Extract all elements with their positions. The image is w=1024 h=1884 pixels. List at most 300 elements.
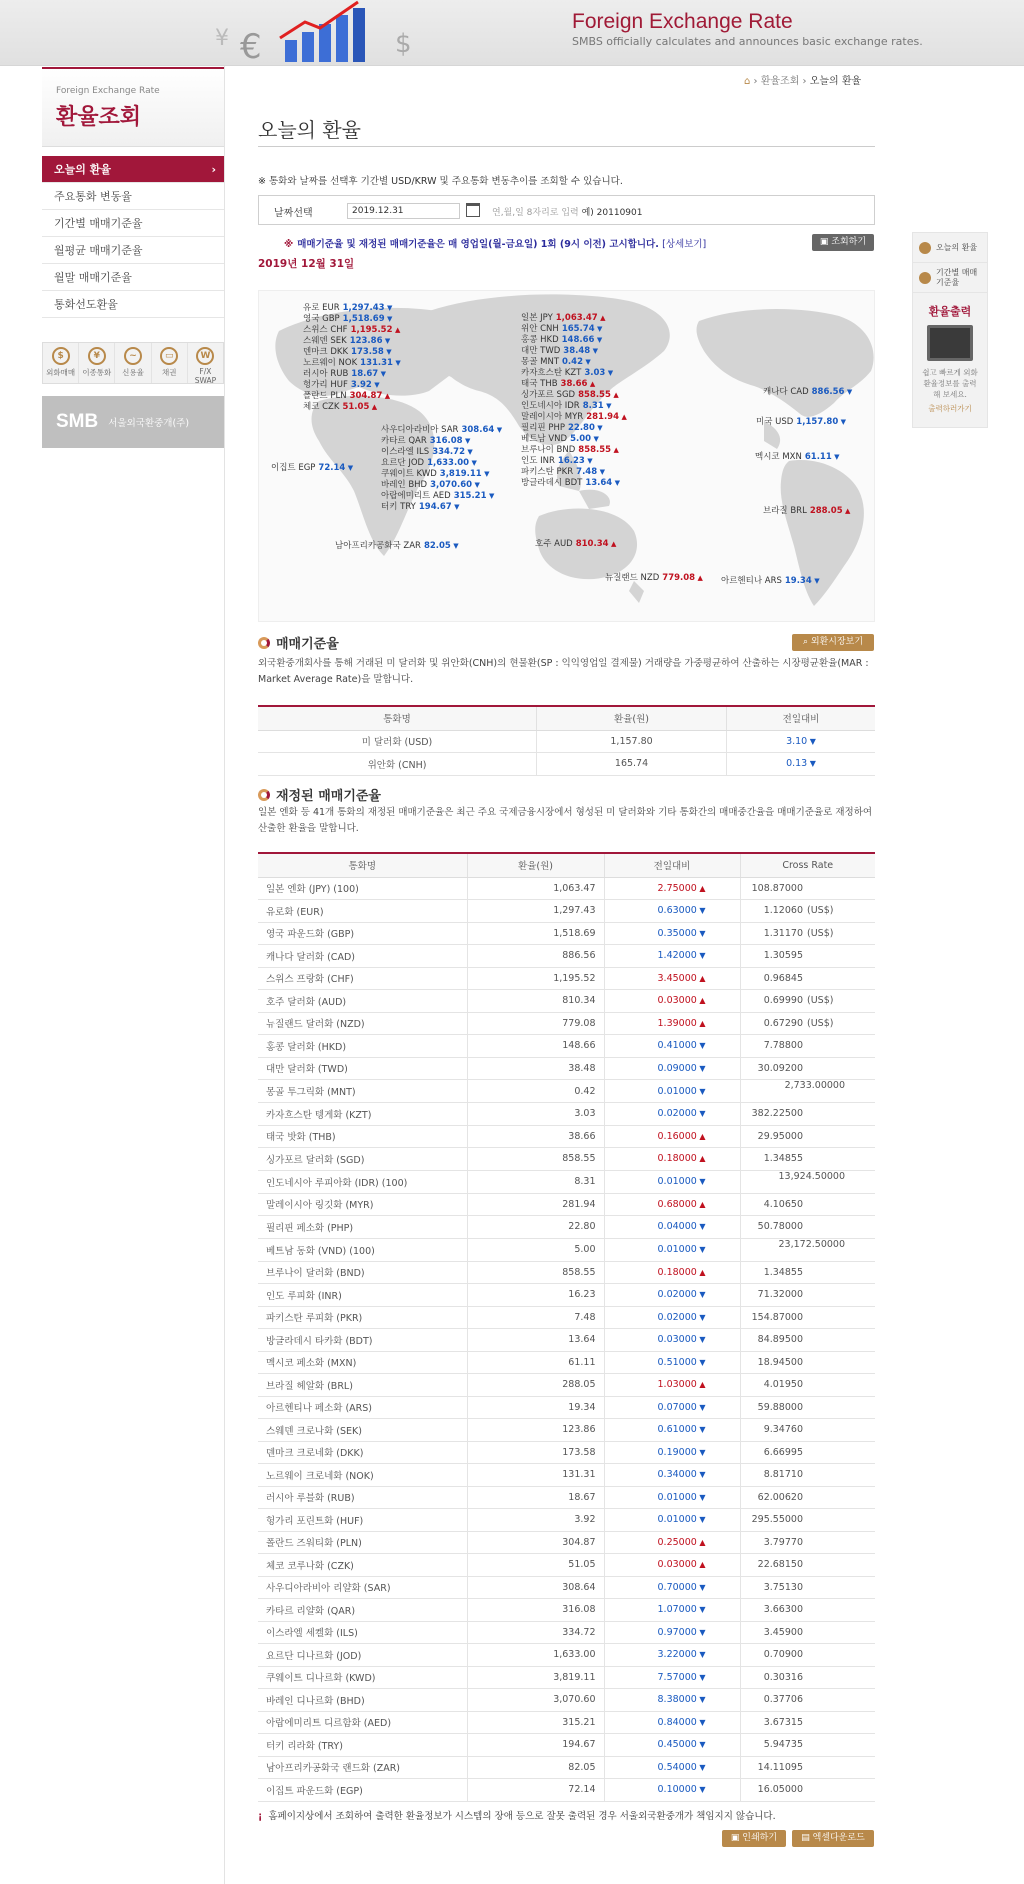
cross-rate-value: 7.78800 <box>740 1035 875 1058</box>
table-row <box>258 1374 875 1397</box>
currency-name: 멕시코 페소화 (MXN) <box>258 1351 467 1374</box>
rate-value: 165.74 <box>537 753 727 776</box>
quick-links <box>42 342 224 384</box>
cross-rate-value: 0.30316 <box>740 1666 875 1689</box>
base-rate-table-wrap <box>258 705 875 776</box>
cross-rate-value: 108.87000 <box>740 877 875 900</box>
home-icon[interactable]: ⌂ <box>744 76 751 87</box>
currency-name: 아랍에미리트 디르함화 (AED) <box>258 1711 467 1734</box>
change-value: 0.13 ▼ <box>727 753 875 776</box>
table-row <box>258 1284 875 1307</box>
col-rate: 환율(원) <box>537 706 727 730</box>
rate-date: 2019년 12월 31일 <box>258 258 355 270</box>
ring-icon <box>258 789 270 801</box>
rate-value: 1,063.47 <box>467 877 604 900</box>
cross-rate-table <box>258 852 875 1802</box>
table-row <box>258 1148 875 1171</box>
change-value: 0.18000 ▲ <box>604 1148 740 1171</box>
fx-market-button[interactable]: ⌕ 외환시장보기 <box>792 634 874 651</box>
table-row <box>258 1779 875 1802</box>
rate-value: 858.55 <box>467 1261 604 1284</box>
change-value: 0.19000 ▼ <box>604 1441 740 1464</box>
rate-value: 3.92 <box>467 1509 604 1532</box>
map-marker[interactable]: 미국 USD 1,157.80 ▼ <box>756 417 846 428</box>
search-icon: ⌕ <box>802 637 811 647</box>
rate-value: 16.23 <box>467 1284 604 1307</box>
cross-rate-value: 13,924.50000 <box>740 1170 875 1193</box>
rate-value: 18.67 <box>467 1486 604 1509</box>
map-marker[interactable]: 태국 THB 38.66 ▲ <box>521 379 595 390</box>
detail-link[interactable]: [상세보기] <box>662 239 707 250</box>
change-value: 0.01000 ▼ <box>604 1486 740 1509</box>
currency-name: 위안화 (CNH) <box>258 753 537 776</box>
rate-value: 38.66 <box>467 1125 604 1148</box>
sidebar-item-forward[interactable]: 통화선도환율 <box>42 291 224 318</box>
map-marker[interactable]: 폴란드 PLN 304.87 ▲ <box>303 391 390 402</box>
currency-name: 파키스탄 루피화 (PKR) <box>258 1306 467 1329</box>
quick-fx-trade[interactable]: $ 외화매매 <box>43 343 79 383</box>
currency-name: 이집트 파운드화 (EGP) <box>258 1779 467 1802</box>
breadcrumb: ⌂ › 환율조회 › 오늘의 환율 <box>744 76 862 87</box>
currency-name: 폴란드 즈워티화 (PLN) <box>258 1531 467 1554</box>
currency-name: 바레인 디나르화 (BHD) <box>258 1689 467 1712</box>
change-value: 1.39000 ▲ <box>604 1012 740 1035</box>
chart-icon: ~ <box>124 347 142 365</box>
currency-name: 대만 달러화 (TWD) <box>258 1057 467 1080</box>
cross-rate-value: 1.12060 (US$) <box>740 900 875 923</box>
currency-name: 베트남 동화 (VND) (100) <box>258 1238 467 1261</box>
cross-rate-value: 0.67290 (US$) <box>740 1012 875 1035</box>
sidebar-item-today-rate[interactable]: 오늘의 환율 › <box>42 156 224 183</box>
header-banner <box>0 0 1024 66</box>
change-value: 0.01000 ▼ <box>604 1080 740 1103</box>
map-marker[interactable]: 영국 GBP 1,518.69 ▼ <box>303 314 392 325</box>
cross-rate-value: 5.94735 <box>740 1734 875 1757</box>
currency-name: 말레이시아 링깃화 (MYR) <box>258 1193 467 1216</box>
rate-value: 281.94 <box>467 1193 604 1216</box>
change-value: 0.61000 ▼ <box>604 1419 740 1442</box>
right-quick-panel <box>912 232 988 428</box>
map-marker[interactable]: 카타르 QAR 316.08 ▼ <box>381 436 470 447</box>
rate-value: 38.48 <box>467 1057 604 1080</box>
map-marker[interactable]: 바레인 BHD 3,070.60 ▼ <box>381 480 480 491</box>
map-marker[interactable]: 카자흐스탄 KZT 3.03 ▼ <box>521 368 613 379</box>
cross-rate-value: 71.32000 <box>740 1284 875 1307</box>
table-row <box>258 1035 875 1058</box>
breadcrumb-item[interactable]: 환율조회 <box>760 76 800 87</box>
date-select-box <box>258 195 875 225</box>
change-value: 0.02000 ▼ <box>604 1103 740 1126</box>
rate-value: 131.31 <box>467 1464 604 1487</box>
map-marker[interactable]: 스웨덴 SEK 123.86 ▼ <box>303 336 390 347</box>
change-value: 0.02000 ▼ <box>604 1284 740 1307</box>
cross-rate-value: 9.34760 <box>740 1419 875 1442</box>
rate-value: 308.64 <box>467 1576 604 1599</box>
cross-rate-value: 1.34855 <box>740 1261 875 1284</box>
change-value: 0.03000 ▲ <box>604 1554 740 1577</box>
cross-rate-value: 62.00620 <box>740 1486 875 1509</box>
date-hint: 연,월,일 8자리로 입력 예) 20110901 <box>492 208 643 218</box>
map-marker[interactable]: 아랍에미리트 AED 315.21 ▼ <box>381 491 494 502</box>
map-marker[interactable]: 요르단 JOD 1,633.00 ▼ <box>381 458 477 469</box>
table-row <box>258 1576 875 1599</box>
base-rate-desc: 외국환중개회사를 통해 거래된 미 달러화 및 위안화(CNH)의 현물환(SP : 익익영업일 결제물) 거래량을 가중평균하여 산출하는 시장평균환율(MAR : Market Average Rate)을 말합니다. <box>258 658 869 685</box>
cross-rate-value: 2,733.00000 <box>740 1080 875 1103</box>
map-marker[interactable]: 일본 JPY 1,063.47 ▲ <box>521 313 606 324</box>
map-marker[interactable]: 아르헨티나 ARS 19.34 ▼ <box>721 576 820 587</box>
map-marker[interactable]: 덴마크 DKK 173.58 ▼ <box>303 347 392 358</box>
table-row <box>258 922 875 945</box>
change-value: 0.84000 ▼ <box>604 1711 740 1734</box>
rate-value: 1,633.00 <box>467 1644 604 1667</box>
date-label: 날짜선택 <box>274 208 313 219</box>
rate-value: 173.58 <box>467 1441 604 1464</box>
currency-name: 카자흐스탄 텡게화 (KZT) <box>258 1103 467 1126</box>
cross-rate-value: 295.55000 <box>740 1509 875 1532</box>
change-value: 3.22000 ▼ <box>604 1644 740 1667</box>
sidebar-item-monthly-avg[interactable]: 월평균 매매기준율 <box>42 237 224 264</box>
change-value: 0.04000 ▼ <box>604 1216 740 1239</box>
print-link[interactable]: 출력하러가기 <box>928 404 972 413</box>
svg-text:€: € <box>240 27 262 66</box>
table-row <box>258 1057 875 1080</box>
map-marker[interactable]: 싱가포르 SGD 858.55 ▲ <box>521 390 619 401</box>
map-marker[interactable]: 이집트 EGP 72.14 ▼ <box>271 463 353 474</box>
rate-value: 858.55 <box>467 1148 604 1171</box>
right-link-today[interactable]: 오늘의 환율 <box>913 233 987 263</box>
rate-value: 123.86 <box>467 1419 604 1442</box>
table-row <box>258 945 875 968</box>
section-heading-cross-rate: 재정된 매매기준율 <box>258 785 381 804</box>
table-row <box>258 1103 875 1126</box>
table-row <box>258 1306 875 1329</box>
smb-logo[interactable]: SMB 서울외국환중개(주) <box>42 396 224 448</box>
map-marker[interactable]: 멕시코 MXN 61.11 ▼ <box>755 452 840 463</box>
rate-value: 1,518.69 <box>467 922 604 945</box>
map-marker[interactable]: 스위스 CHF 1,195.52 ▲ <box>303 325 400 336</box>
map-marker[interactable]: 필리핀 PHP 22.80 ▼ <box>521 423 603 434</box>
rate-value: 288.05 <box>467 1374 604 1397</box>
currency-name: 요르단 디나르화 (JOD) <box>258 1644 467 1667</box>
map-marker[interactable]: 위안 CNH 165.74 ▼ <box>521 324 602 335</box>
map-marker[interactable]: 노르웨이 NOK 131.31 ▼ <box>303 358 401 369</box>
change-value: 0.07000 ▼ <box>604 1396 740 1419</box>
table-row <box>258 1261 875 1284</box>
change-value: 0.68000 ▲ <box>604 1193 740 1216</box>
change-value: 0.03000 ▲ <box>604 990 740 1013</box>
cross-rate-value: 3.45900 <box>740 1621 875 1644</box>
world-map <box>258 290 875 622</box>
rate-value: 886.56 <box>467 945 604 968</box>
currency-name: 노르웨이 크로네화 (NOK) <box>258 1464 467 1487</box>
banner-subtitle: SMBS officially calculates and announces basic exchange rates. <box>572 35 923 48</box>
change-value: 0.70000 ▼ <box>604 1576 740 1599</box>
table-row <box>258 990 875 1013</box>
currency-name: 필리핀 페소화 (PHP) <box>258 1216 467 1239</box>
change-value: 0.45000 ▼ <box>604 1734 740 1757</box>
change-value: 0.97000 ▼ <box>604 1621 740 1644</box>
table-row <box>258 753 875 776</box>
map-marker[interactable]: 브라질 BRL 288.05 ▲ <box>763 506 850 517</box>
rate-value: 72.14 <box>467 1779 604 1802</box>
quick-credit[interactable]: ~ 신용율 <box>115 343 151 383</box>
cross-rate-value: 154.87000 <box>740 1306 875 1329</box>
table-row <box>258 1531 875 1554</box>
cross-rate-value: 23,172.50000 <box>740 1238 875 1261</box>
bar-chart-icon <box>919 272 931 284</box>
table-row <box>258 1666 875 1689</box>
map-marker[interactable]: 캐나다 CAD 886.56 ▼ <box>763 387 852 398</box>
map-marker[interactable]: 헝가리 HUF 3.92 ▼ <box>303 380 380 391</box>
sidebar-item-month-end[interactable]: 월말 매매기준율 <box>42 264 224 291</box>
table-row <box>258 1216 875 1239</box>
cross-rate-table-wrap <box>258 852 875 1802</box>
map-marker[interactable]: 남아프리카공화국 ZAR 82.05 ▼ <box>335 541 459 552</box>
change-value: 0.51000 ▼ <box>604 1351 740 1374</box>
cross-rate-value: 84.89500 <box>740 1329 875 1352</box>
map-marker[interactable]: 터키 TRY 194.67 ▼ <box>381 502 460 513</box>
change-value: 0.01000 ▼ <box>604 1170 740 1193</box>
table-row <box>258 1756 875 1779</box>
rate-value: 810.34 <box>467 990 604 1013</box>
cross-rate-value: 4.01950 <box>740 1374 875 1397</box>
map-marker[interactable]: 말레이시아 MYR 281.94 ▲ <box>521 412 627 423</box>
table-row <box>258 1170 875 1193</box>
map-marker[interactable]: 파키스탄 PKR 7.48 ▼ <box>521 467 605 478</box>
rate-value: 148.66 <box>467 1035 604 1058</box>
table-row <box>258 900 875 923</box>
rate-value: 19.34 <box>467 1396 604 1419</box>
svg-text:$: $ <box>395 29 412 59</box>
rate-value: 22.80 <box>467 1216 604 1239</box>
rate-value: 8.31 <box>467 1170 604 1193</box>
currency-name: 카타르 리얄화 (QAR) <box>258 1599 467 1622</box>
section-title: 환율조회 <box>56 105 142 130</box>
change-value: 0.01000 ▼ <box>604 1238 740 1261</box>
col-currency: 통화명 <box>258 706 537 730</box>
table-row <box>258 1396 875 1419</box>
rate-value: 82.05 <box>467 1756 604 1779</box>
breadcrumb-current: 오늘의 환율 <box>809 76 862 87</box>
currency-name: 일본 엔화 (JPY) (100) <box>258 877 467 900</box>
map-marker[interactable]: 이스라엘 ILS 334.72 ▼ <box>381 447 473 458</box>
map-marker[interactable]: 체코 CZK 51.05 ▲ <box>303 402 377 413</box>
disclaimer: ¡ 홈페이지상에서 조회하여 출력한 환율정보가 시스템의 장애 등으로 잘못 출력된 경우 서울외국환중개가 책임지지 않습니다. <box>258 1811 776 1822</box>
table-row <box>258 1193 875 1216</box>
change-value: 0.16000 ▲ <box>604 1125 740 1148</box>
coin-icon: $ <box>52 347 70 365</box>
currency-name: 방글라데시 타카화 (BDT) <box>258 1329 467 1352</box>
cross-rate-value: 6.66995 <box>740 1441 875 1464</box>
table-row <box>258 1464 875 1487</box>
currency-name: 태국 밧화 (THB) <box>258 1125 467 1148</box>
cross-rate-value: 16.05000 <box>740 1779 875 1802</box>
currency-name: 인도 루피화 (INR) <box>258 1284 467 1307</box>
section-header <box>42 67 224 147</box>
change-value: 1.07000 ▼ <box>604 1599 740 1622</box>
notice-text: ※ 매매기준율 및 재정된 매매기준율은 매 영업일(월-금요일) 1회 (9시 이전) 고시합니다. [상세보기] <box>284 239 707 250</box>
change-value: 0.35000 ▼ <box>604 922 740 945</box>
change-value: 0.54000 ▼ <box>604 1756 740 1779</box>
print-button[interactable]: ▣ 인쇄하기 <box>722 1830 786 1847</box>
change-value: 3.45000 ▲ <box>604 967 740 990</box>
currency-name: 헝가리 포린트화 (HUF) <box>258 1509 467 1532</box>
cross-rate-value: 14.11095 <box>740 1756 875 1779</box>
change-value: 8.38000 ▼ <box>604 1689 740 1712</box>
currency-name: 덴마크 크로네화 (DKK) <box>258 1441 467 1464</box>
map-marker[interactable]: 호주 AUD 810.34 ▲ <box>535 539 616 550</box>
map-marker[interactable]: 사우디아라비아 SAR 308.64 ▼ <box>381 425 502 436</box>
rate-value: 3,819.11 <box>467 1666 604 1689</box>
title-divider <box>258 146 875 147</box>
currency-name: 유로화 (EUR) <box>258 900 467 923</box>
sidebar-menu <box>42 156 224 318</box>
cross-rate-value: 22.68150 <box>740 1554 875 1577</box>
change-value: 7.57000 ▼ <box>604 1666 740 1689</box>
cross-rate-value: 0.37706 <box>740 1689 875 1712</box>
col-change: 전일대비 <box>604 853 740 877</box>
change-value: 0.10000 ▼ <box>604 1779 740 1802</box>
cross-rate-value: 1.31170 (US$) <box>740 922 875 945</box>
exchange-graphic-icon <box>210 0 420 66</box>
quick-bond[interactable]: ▭ 채권 <box>152 343 188 383</box>
change-value: 0.02000 ▼ <box>604 1306 740 1329</box>
map-marker[interactable]: 베트남 VND 5.00 ▼ <box>521 434 599 445</box>
rate-value: 304.87 <box>467 1531 604 1554</box>
rate-value: 3.03 <box>467 1103 604 1126</box>
rate-value: 316.08 <box>467 1599 604 1622</box>
table-row <box>258 730 875 753</box>
section-heading-base-rate: 매매기준율 <box>258 633 339 652</box>
rate-value: 51.05 <box>467 1554 604 1577</box>
cross-rate-value: 3.75130 <box>740 1576 875 1599</box>
quick-cross-currency[interactable]: ¥ 이종통화 <box>79 343 115 383</box>
currency-name: 브루나이 달러화 (BND) <box>258 1261 467 1284</box>
rate-value: 334.72 <box>467 1621 604 1644</box>
cross-rate-value: 8.81710 <box>740 1464 875 1487</box>
change-value: 0.63000 ▼ <box>604 900 740 923</box>
map-marker[interactable]: 뉴질랜드 NZD 779.08 ▲ <box>605 573 703 584</box>
currency-name: 이스라엘 세켈화 (ILS) <box>258 1621 467 1644</box>
cross-rate-value: 3.67315 <box>740 1711 875 1734</box>
base-rate-table <box>258 705 875 776</box>
cross-rate-value: 18.94500 <box>740 1351 875 1374</box>
cross-rate-value: 50.78000 <box>740 1216 875 1239</box>
rate-value: 1,195.52 <box>467 967 604 990</box>
cross-rate-value: 30.09200 <box>740 1057 875 1080</box>
date-input[interactable] <box>347 203 460 219</box>
map-marker[interactable]: 유로 EUR 1,297.43 ▼ <box>303 303 392 314</box>
swap-icon: W <box>196 347 214 365</box>
currency-name: 미 달러화 (USD) <box>258 730 537 753</box>
currency-name: 스위스 프랑화 (CHF) <box>258 967 467 990</box>
rate-value: 61.11 <box>467 1351 604 1374</box>
svg-text:¥: ¥ <box>215 26 229 51</box>
rate-value: 315.21 <box>467 1711 604 1734</box>
coin-icon <box>919 242 931 254</box>
right-link-period[interactable]: 기간별 매매기준율 <box>913 263 987 293</box>
rate-value: 7.48 <box>467 1306 604 1329</box>
map-marker[interactable]: 인도네시아 IDR 8.31 ▼ <box>521 401 612 412</box>
table-row <box>258 1734 875 1757</box>
currency-name: 스웨덴 크로나화 (SEK) <box>258 1419 467 1442</box>
cross-rate-value: 3.66300 <box>740 1599 875 1622</box>
map-marker[interactable]: 쿠웨이트 KWD 3,819.11 ▼ <box>381 469 490 480</box>
currency-name: 뉴질랜드 달러화 (NZD) <box>258 1012 467 1035</box>
change-value: 0.34000 ▼ <box>604 1464 740 1487</box>
currency-name: 러시아 루블화 (RUB) <box>258 1486 467 1509</box>
banner-title: Foreign Exchange Rate <box>572 10 793 33</box>
rate-value: 1,297.43 <box>467 900 604 923</box>
cross-rate-value: 0.69990 (US$) <box>740 990 875 1013</box>
cross-rate-value: 1.34855 <box>740 1148 875 1171</box>
table-row <box>258 1080 875 1103</box>
cross-rate-value: 3.79770 <box>740 1531 875 1554</box>
cross-currency-icon: ¥ <box>88 347 106 365</box>
map-marker[interactable]: 방글라데시 BDT 13.64 ▼ <box>521 478 620 489</box>
table-row <box>258 1419 875 1442</box>
currency-name: 쿠웨이트 디나르화 (KWD) <box>258 1666 467 1689</box>
calendar-icon[interactable] <box>466 203 480 217</box>
map-marker[interactable]: 인도 INR 16.23 ▼ <box>521 456 593 467</box>
print-icon: ▣ <box>819 237 832 247</box>
map-marker[interactable]: 몽골 MNT 0.42 ▼ <box>521 357 591 368</box>
rate-value: 779.08 <box>467 1012 604 1035</box>
rate-value: 5.00 <box>467 1238 604 1261</box>
cross-rate-value: 59.88000 <box>740 1396 875 1419</box>
map-marker[interactable]: 홍콩 HKD 148.66 ▼ <box>521 335 602 346</box>
sidebar-item-major-change[interactable]: 주요통화 변동율 <box>42 183 224 210</box>
table-row <box>258 1125 875 1148</box>
change-value: 0.09000 ▼ <box>604 1057 740 1080</box>
query-button[interactable]: ▣ 조회하기 <box>812 234 874 251</box>
print-desc: 쉽고 빠르게 외화 환율정보를 출력해 보세요. <box>922 368 978 399</box>
monitor-icon <box>927 325 973 361</box>
table-row <box>258 1621 875 1644</box>
rate-value: 1,157.80 <box>537 730 727 753</box>
rate-value: 3,070.60 <box>467 1689 604 1712</box>
excel-download-button[interactable]: ▤ 엑셀다운로드 <box>792 1830 874 1847</box>
sidebar-item-period-rate[interactable]: 기간별 매매기준율 <box>42 210 224 237</box>
page-title: 오늘의 환율 <box>258 118 361 142</box>
page-note: ※ 통화와 날짜를 선택후 기간별 USD/KRW 및 주요통화 변동추이를 조회할 수 있습니다. <box>258 176 623 187</box>
table-row <box>258 1711 875 1734</box>
cross-rate-value: 29.95000 <box>740 1125 875 1148</box>
rate-value: 0.42 <box>467 1080 604 1103</box>
section-subtitle: Foreign Exchange Rate <box>56 86 160 96</box>
currency-name: 몽골 투그릭화 (MNT) <box>258 1080 467 1103</box>
printer-icon: ▣ <box>730 1833 743 1843</box>
map-marker[interactable]: 대만 TWD 38.48 ▼ <box>521 346 598 357</box>
table-row <box>258 1644 875 1667</box>
bond-icon: ▭ <box>160 347 178 365</box>
change-value: 0.03000 ▼ <box>604 1329 740 1352</box>
table-row <box>258 1689 875 1712</box>
cross-rate-value: 382.22500 <box>740 1103 875 1126</box>
map-marker[interactable]: 러시아 RUB 18.67 ▼ <box>303 369 386 380</box>
currency-name: 싱가포르 달러화 (SGD) <box>258 1148 467 1171</box>
table-row <box>258 1486 875 1509</box>
currency-name: 캐나다 달러화 (CAD) <box>258 945 467 968</box>
table-row <box>258 1509 875 1532</box>
table-row <box>258 1329 875 1352</box>
rate-value: 13.64 <box>467 1329 604 1352</box>
currency-name: 인도네시아 루피아화 (IDR) (100) <box>258 1170 467 1193</box>
map-marker[interactable]: 브루나이 BND 858.55 ▲ <box>521 445 619 456</box>
table-row <box>258 1012 875 1035</box>
change-value: 0.01000 ▼ <box>604 1509 740 1532</box>
quick-fx-swap[interactable]: W F/X SWAP <box>188 343 223 383</box>
